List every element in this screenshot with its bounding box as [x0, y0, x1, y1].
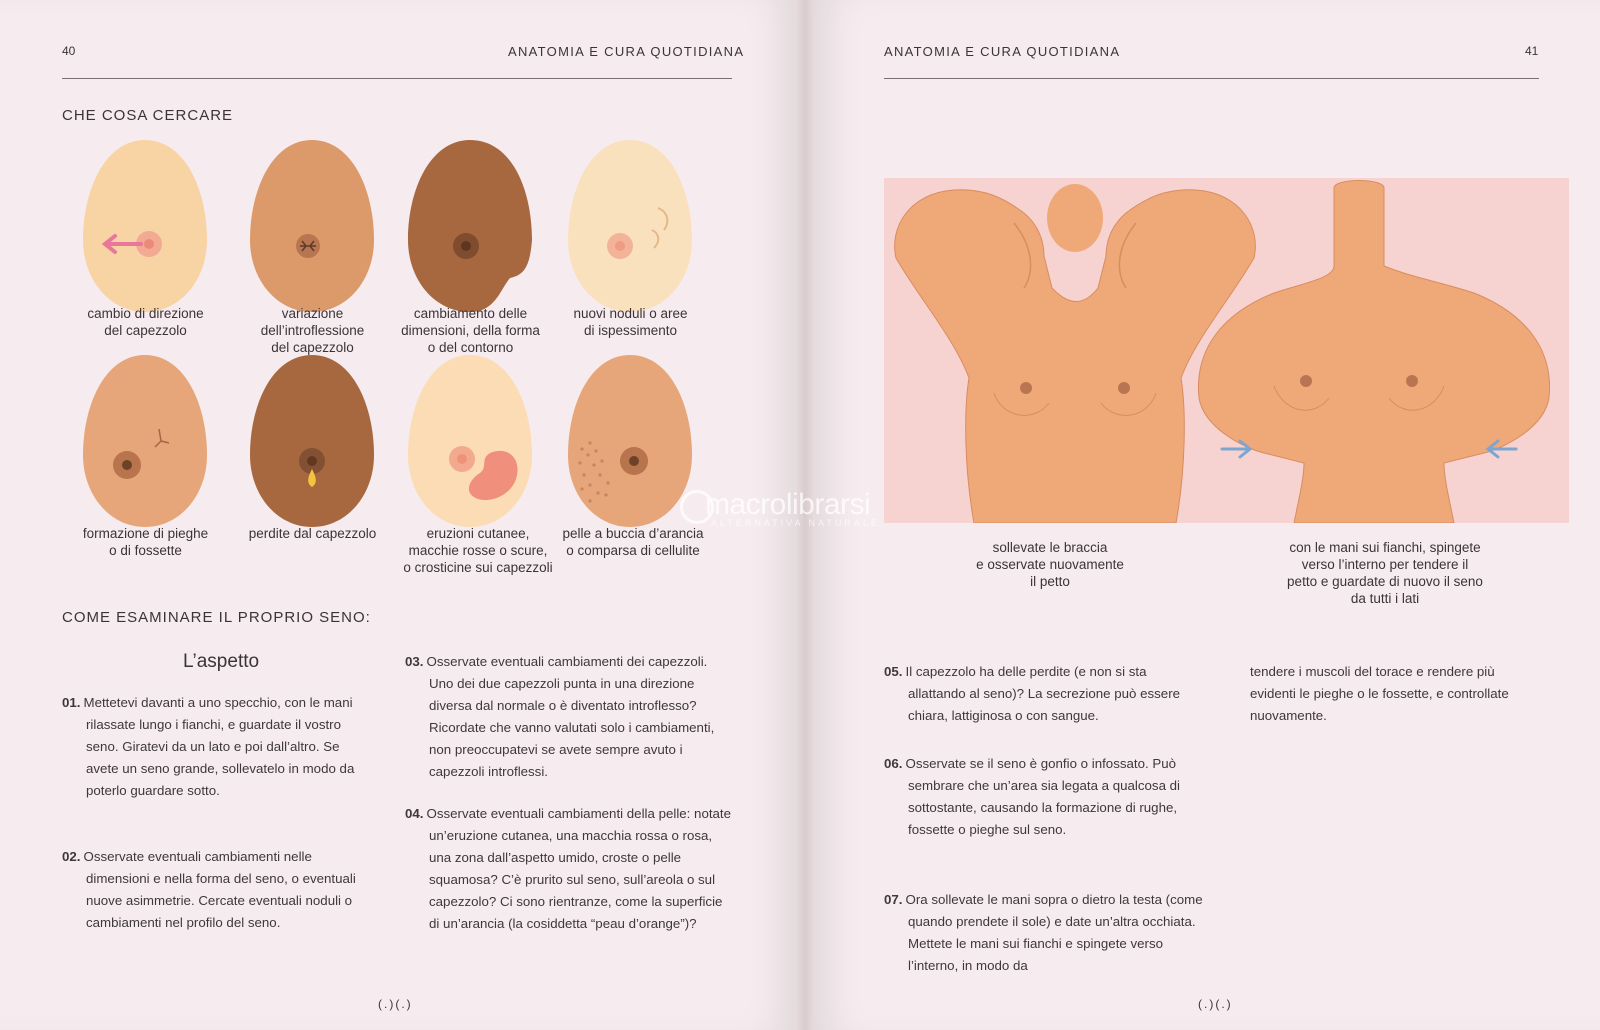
step-text: Osservate eventuali cambiamenti nelle dimensioni e nella forma del seno, o eventuali nuove asimmetrie. Cercate eventuali noduli o cambiamenti nel profilo del seno. [83, 849, 356, 930]
subhead-appearance: L’aspetto [183, 651, 260, 672]
step-07 [884, 889, 1204, 977]
caption-dimpling: formazione di pieghe o di fossette [82, 526, 209, 558]
breast-icon-orange-peel [568, 355, 692, 527]
section-title-how-to-examine: COME ESAMINARE IL PROPRIO SENO: [62, 609, 371, 626]
header-rule-right [884, 78, 1539, 79]
running-head-right: ANATOMIA E CURA QUOTIDIANA [884, 44, 1121, 59]
self-exam-figures [884, 178, 1569, 523]
breast-icon-dimpling [83, 355, 207, 527]
watermark-brand: macrolibrarsi [705, 488, 871, 521]
step-01 [62, 692, 372, 802]
step-number: 07. [884, 892, 903, 907]
step-text: Il capezzolo ha delle perdite (e non si sta allattando al seno)? La secrezione può essere chiara, lattiginosa o con sangue. [905, 664, 1181, 723]
page-number-right: 41 [1525, 44, 1539, 58]
step-number: 02. [62, 849, 81, 864]
breast-icon-shape-change [408, 140, 532, 312]
caption-new-lumps: nuovi noduli o aree di ispessimento [573, 306, 688, 338]
step-number: 05. [884, 664, 903, 679]
step-text: Osservate se il seno è gonfio o infossato. Può sembrare che un’area sia legata a qualcosa di sottostante, causando la formazione di rughe, fossette o pieghe sul seno. [905, 756, 1181, 837]
step-05 [884, 661, 1194, 727]
watermark [705, 488, 880, 528]
caption-orange-peel: pelle a buccia d’arancia o comparsa di cellulite [562, 526, 704, 558]
step-text: Osservate eventuali cambiamenti dei capezzoli. Uno dei due capezzoli punta in una direzione diversa dal normale o è diventato introflesso? Ricordate che vanno valutati solo i cambiamenti, non preoccupatevi se avete sempre avuto i capezzoli introflessi. [426, 654, 715, 779]
breast-icon-skin-rash [408, 355, 532, 527]
step-text: Mettetevi davanti a uno specchio, con le mani rilassate lungo i fianchi, e guardate il vostro seno. Giratevi da un lato e poi dall’altro. Se avete un seno grande, sollevatelo in modo da poterlo guardare sotto. [83, 695, 355, 798]
caption-hands-on-hips: con le mani sui fianchi, spingete verso l’interno per tendere il petto e guardate di nuovo il seno da tutti i lati [1287, 540, 1483, 606]
step-06 [884, 753, 1194, 841]
footer-mark-left: (.)(.) [378, 997, 413, 1011]
step-number: 04. [405, 806, 424, 821]
caption-skin-rash: eruzioni cutanee, macchie rosse o scure, o crosticine sui capezzoli [403, 526, 553, 575]
step-number: 01. [62, 695, 81, 710]
step-number: 03. [405, 654, 424, 669]
caption-nipple-discharge: perdite dal capezzolo [248, 526, 377, 541]
breast-icon-nipple-direction [83, 140, 207, 312]
footer-mark-right: (.)(.) [1198, 997, 1233, 1011]
page-number-left: 40 [62, 44, 76, 58]
header-rule-left [62, 78, 732, 79]
breast-icon-new-lumps [568, 140, 692, 312]
caption-shape-change: cambiamento delle dimensioni, della forma o del contorno [401, 306, 540, 355]
step-03 [405, 651, 735, 783]
caption-nipple-inversion: variazione dell’introflessione del capezzolo [260, 306, 365, 355]
watermark-tagline: ALTERNATIVA NATURALE [711, 518, 880, 528]
step-02 [62, 846, 372, 934]
caption-arms-raised: sollevate le braccia e osservate nuovamente il petto [976, 540, 1124, 589]
running-head-left: ANATOMIA E CURA QUOTIDIANA [508, 44, 745, 59]
step-04 [405, 803, 735, 935]
step-07-continuation: tendere i muscoli del torace e rendere più evidenti le pieghe o le fossette, e controllate nuovamente. [1250, 664, 1509, 723]
step-number: 06. [884, 756, 903, 771]
step-text: Osservate eventuali cambiamenti della pelle: notate un’eruzione cutanea, una macchia rossa o rosa, una zona dall’aspetto umido, croste o pelle squamosa? C’è prurito sul seno, sull’areola o sul capezzolo? Ci sono rientranze, come la superficie di un’arancia (la cosiddetta “peau d’orange”)? [426, 806, 732, 931]
section-title-what-to-look-for: CHE COSA CERCARE [62, 107, 234, 124]
breast-icon-nipple-inversion [250, 140, 374, 312]
breast-icon-nipple-discharge [250, 355, 374, 527]
caption-nipple-direction: cambio di direzione del capezzolo [87, 306, 204, 338]
step-text: Ora sollevate le mani sopra o dietro la testa (come quando prendete il sole) e date un’altra occhiata. Mettete le mani sui fianchi e spingete verso l’interno, in modo da [905, 892, 1203, 973]
